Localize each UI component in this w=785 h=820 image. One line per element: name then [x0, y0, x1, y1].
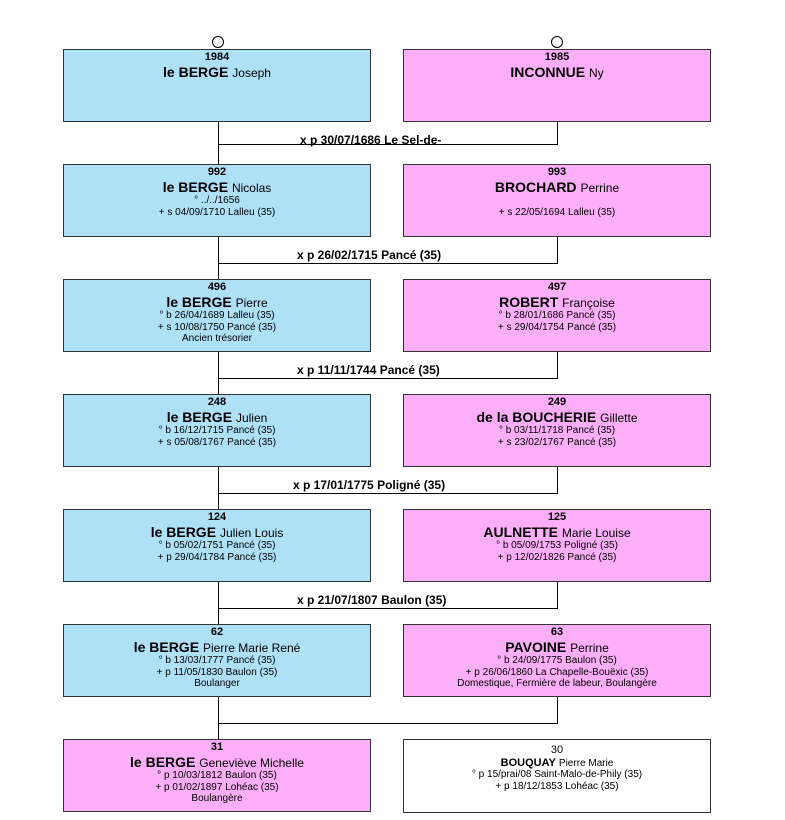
person-detail: ° b 05/02/1751 Pancé (35)	[158, 540, 276, 552]
person-name	[404, 639, 710, 656]
person-detail: + s 05/08/1767 Pancé (35)	[157, 436, 277, 448]
spouse-drop-line	[557, 122, 558, 145]
person-detail: ° ../../1656	[194, 195, 240, 207]
sosa-number: 497	[547, 281, 567, 293]
person-surname: le BERGE	[166, 408, 233, 425]
person-box[interactable]	[63, 509, 371, 582]
person-surname: BOUQUAY	[500, 756, 556, 769]
person-given-name: Françoise	[562, 295, 615, 310]
person-surname: le BERGE	[150, 523, 217, 540]
person-name	[64, 524, 370, 541]
person-surname: BROCHARD	[494, 178, 577, 195]
person-name	[64, 64, 370, 81]
sosa-number: 1984	[204, 51, 230, 63]
person-box[interactable]	[403, 624, 711, 697]
person-name	[64, 754, 370, 771]
sosa-number: 496	[207, 281, 227, 293]
person-name	[404, 179, 710, 196]
person-detail: ° b 13/03/1777 Pancé (35)	[158, 655, 276, 667]
person-box[interactable]	[403, 509, 711, 582]
mother-unknown-circle-icon	[551, 36, 563, 48]
sosa-number: 125	[547, 511, 567, 523]
person-detail: ° b 28/01/1686 Pancé (35)	[498, 310, 616, 322]
person-detail: Ancien trésorier	[181, 333, 253, 345]
person-detail: + p 01/02/1897 Lohéac (35)	[155, 781, 279, 793]
sosa-number: 248	[207, 396, 227, 408]
descent-line	[218, 697, 219, 739]
sosa-number: 993	[547, 166, 567, 178]
spouse-drop-line	[557, 697, 558, 724]
person-name	[64, 639, 370, 656]
father-unknown-circle-icon	[212, 36, 224, 48]
person-given-name: Joseph	[232, 65, 271, 80]
person-detail: ° b 03/11/1718 Pancé (35)	[498, 425, 616, 437]
marriage-label: x p 21/07/1807 Baulon (35)	[297, 593, 447, 607]
person-detail: ° b 26/04/1689 Lalleu (35)	[159, 310, 275, 322]
person-given-name: Pierre	[235, 295, 268, 310]
spouse-drop-line	[557, 582, 558, 609]
person-detail: Boulanger	[194, 678, 240, 690]
person-box[interactable]	[403, 739, 711, 813]
person-surname: PAVOINE	[505, 638, 567, 655]
spouse-drop-line	[557, 237, 558, 264]
sosa-number: 249	[547, 396, 567, 408]
marriage-line	[218, 493, 558, 494]
descent-line	[218, 582, 219, 624]
person-detail: + s 22/05/1694 Lalleu (35)	[498, 206, 616, 218]
person-name	[404, 64, 710, 81]
person-box[interactable]	[403, 394, 711, 467]
person-box[interactable]	[63, 394, 371, 467]
person-detail: + s 10/08/1750 Pancé (35)	[157, 321, 277, 333]
person-surname: INCONNUE	[510, 63, 586, 80]
person-box[interactable]	[63, 739, 371, 812]
person-given-name: Pierre Marie	[558, 757, 614, 769]
person-name	[404, 294, 710, 311]
spouse-drop-line	[557, 467, 558, 494]
sosa-number: 30	[550, 744, 564, 756]
person-given-name: Perrine	[570, 640, 609, 655]
marriage-label: x p 26/02/1715 Pancé (35)	[297, 248, 442, 262]
person-detail: ° p 15/prai/08 Saint-Malo-de-Phily (35)	[471, 769, 643, 781]
person-detail: + p 11/05/1830 Baulon (35)	[156, 666, 278, 678]
marriage-line	[218, 608, 558, 609]
person-given-name: Geneviève Michelle	[199, 755, 304, 770]
person-name	[64, 409, 370, 426]
person-name	[64, 294, 370, 311]
person-surname: de la BOUCHERIE	[476, 408, 597, 425]
person-given-name: Ny	[588, 65, 604, 80]
descent-line	[218, 467, 219, 509]
person-box[interactable]	[403, 164, 711, 237]
person-given-name: Julien	[235, 410, 268, 425]
person-detail: + p 26/06/1860 La Chapelle-Bouëxic (35)	[465, 666, 649, 678]
descent-line	[218, 352, 219, 394]
person-box[interactable]	[63, 279, 371, 352]
person-surname: le BERGE	[162, 178, 229, 195]
person-detail: + s 29/04/1754 Pancé (35)	[497, 321, 617, 333]
person-surname: le BERGE	[130, 753, 196, 770]
sosa-number: 992	[207, 166, 227, 178]
marriage-line	[218, 263, 558, 264]
person-detail	[404, 195, 710, 207]
person-given-name: Gillette	[600, 410, 638, 425]
descent-line	[218, 237, 219, 279]
person-detail: + p 12/02/1826 Pancé (35)	[497, 551, 617, 563]
sosa-number: 62	[210, 626, 224, 638]
person-detail: ° b 24/09/1775 Baulon (35)	[497, 655, 617, 667]
person-detail: + s 04/09/1710 Lalleu (35)	[158, 206, 276, 218]
person-box[interactable]	[63, 624, 371, 697]
person-given-name: Perrine	[580, 180, 620, 195]
person-detail: ° b 05/09/1753 Poligné (35)	[496, 540, 618, 552]
marriage-line	[218, 723, 558, 724]
person-detail: + p 29/04/1784 Pancé (35)	[157, 551, 277, 563]
person-given-name: Marie Louise	[561, 525, 631, 540]
person-name	[64, 179, 370, 196]
person-detail: ° b 16/12/1715 Pancé (35)	[158, 425, 276, 437]
person-surname: le BERGE	[133, 638, 200, 655]
person-surname: ROBERT	[499, 293, 559, 310]
sosa-number: 124	[207, 511, 227, 523]
marriage-label: x p 30/07/1686 Le Sel-de-	[300, 133, 442, 147]
person-given-name: Pierre Marie René	[202, 640, 301, 655]
marriage-label: x p 17/01/1775 Poligné (35)	[293, 478, 446, 492]
spouse-drop-line	[557, 352, 558, 379]
person-detail: Domestique, Fermière de labeur, Boulangère	[457, 678, 657, 690]
person-surname: AULNETTE	[483, 523, 559, 540]
marriage-line	[218, 378, 558, 379]
person-box[interactable]	[63, 49, 371, 122]
person-detail: + s 23/02/1767 Pancé (35)	[497, 436, 617, 448]
sosa-number: 1985	[544, 51, 570, 63]
person-detail: Boulangère	[191, 793, 243, 805]
person-name	[404, 409, 710, 426]
person-detail: ° p 10/03/1812 Baulon (35)	[157, 770, 277, 782]
person-given-name: Julien Louis	[219, 525, 284, 540]
person-name	[404, 524, 710, 541]
person-box[interactable]	[403, 279, 711, 352]
person-box[interactable]	[403, 49, 711, 122]
person-name	[404, 757, 710, 770]
person-box[interactable]	[63, 164, 371, 237]
person-surname: le BERGE	[166, 293, 232, 310]
person-given-name: Nicolas	[231, 180, 272, 195]
sosa-number: 31	[210, 741, 224, 753]
descent-line	[218, 122, 219, 164]
sosa-number: 63	[550, 626, 564, 638]
person-surname: le BERGE	[163, 63, 229, 80]
marriage-label: x p 11/11/1744 Pancé (35)	[297, 363, 440, 377]
person-detail: + p 18/12/1853 Lohéac (35)	[495, 780, 619, 792]
